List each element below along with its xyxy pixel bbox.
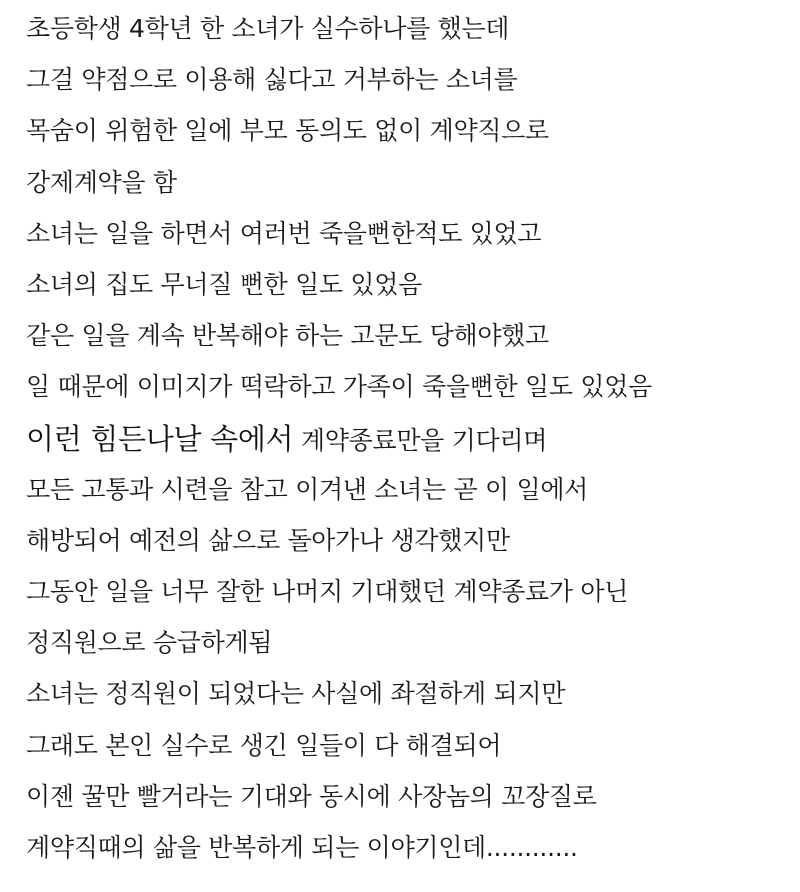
- text-line: 강제계약을 함: [26, 167, 177, 197]
- text-line: 계약직때의 삶을 반복하게 되는 이야기인데............: [26, 833, 578, 862]
- text-line: 초등학생 4학년 한 소녀가 실수하나를 했는데: [26, 14, 510, 43]
- text-line: 그걸 약점으로 이용해 싫다고 거부하는 소녀를: [26, 65, 518, 95]
- text-line: 소녀의 집도 무너질 뻔한 일도 있었음: [26, 269, 422, 299]
- text-line: 이젠 꿀만 빨거라는 기대와 동시에 사장놈의 꼬장질로: [26, 781, 597, 811]
- emphasized-phrase: 이런 힘든나날 속에서: [26, 421, 294, 456]
- text-line: 해방되어 예전의 삶으로 돌아가나 생각했지만: [26, 525, 510, 555]
- text-line: 일 때문에 이미지가 떡락하고 가족이 죽을뻔한 일도 있었음: [26, 372, 652, 402]
- text-line: 목숨이 위험한 일에 부모 동의도 없이 계약직으로: [26, 116, 549, 146]
- text-line: 모든 고통과 시련을 참고 이겨낸 소녀는 곧 이 일에서: [26, 474, 589, 504]
- text-line-emphasis: [26, 422, 800, 473]
- text-line: 그동안 일을 너무 잘한 나머지 기대했던 계약종료가 아닌: [26, 577, 629, 607]
- text-line: 소녀는 일을 하면서 여러번 죽을뻔한적도 있었고: [26, 218, 542, 248]
- text-line: 소녀는 정직원이 되었다는 사실에 좌절하게 되지만: [26, 679, 566, 709]
- text-line: 같은 일을 계속 반복해야 하는 고문도 당해야했고: [26, 321, 549, 351]
- line-rest: 계약종료만을 기다리며: [293, 425, 548, 455]
- text-line: 그래도 본인 실수로 생긴 일들이 다 해결되어: [26, 730, 502, 760]
- text-line: 정직원으로 승급하게됨: [26, 628, 273, 658]
